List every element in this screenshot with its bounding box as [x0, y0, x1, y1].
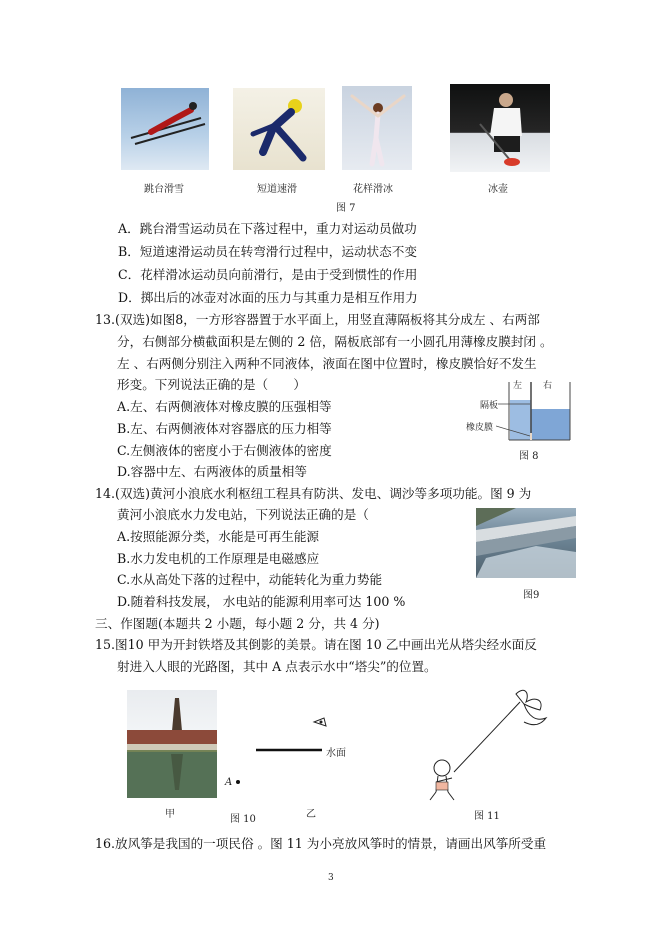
- q13-stem-line-4: 形变。下列说法正确的是（ ）: [117, 377, 306, 392]
- fig7-label-curling: 冰壶: [488, 184, 508, 195]
- q14-option-d: D.随着科技发展， 水电站的能源利用率可达 100 %: [117, 594, 406, 609]
- q14-option-b: B.水力发电机的工作原理是电磁感应: [117, 551, 320, 566]
- ski-jump-photo: [121, 88, 209, 170]
- q12-option-c: C．花样滑冰运动员向前滑行，是由于受到惯性的作用: [118, 267, 418, 282]
- hydropower-station-photo: [476, 508, 576, 578]
- section-3-heading: 三、作图题(本题共 2 小题，每小题 2 分，共 4 分): [95, 616, 380, 631]
- q14-stem-line-1: 14.(双选)黄河小浪底水利枢纽工程具有防洪、发电、调沙等多项功能。图 9 为: [95, 486, 532, 501]
- q13-option-b: B.左、右两侧液体对容器底的压力相等: [117, 421, 332, 436]
- fig10-water-surface-label: 水面: [326, 748, 346, 759]
- speed-skating-photo: [233, 88, 325, 170]
- fig7-label-figure-skating: 花样滑冰: [353, 184, 393, 195]
- q13-stem-line-1: 13.(双选)如图8，一方形容器置于水平面上，用竖直薄隔板将其分成左 、右两部: [95, 312, 540, 327]
- fig10-jia-label: 甲: [165, 809, 175, 820]
- q13-stem-line-2: 分，右侧部分横截面积是左侧的 2 倍，隔板底部有一小圆孔用薄橡皮膜封闭 。: [117, 334, 553, 349]
- fig7-label-short-track: 短道速滑: [257, 184, 297, 195]
- figure-skating-photo: [342, 86, 412, 170]
- q14-option-a: A.按照能源分类，水能是可再生能源: [117, 529, 320, 544]
- q12-option-a: A．跳台滑雪运动员在下落过程中，重力对运动员做功: [118, 221, 417, 236]
- fig9-caption: 图9: [523, 590, 540, 601]
- pagoda-figure: [127, 690, 217, 798]
- fig8-right-label: 右: [543, 381, 553, 391]
- dam-figure: [476, 508, 576, 578]
- curler-figure: [450, 84, 550, 172]
- iron-pagoda-photo: [127, 690, 217, 798]
- fig10-yi-label: 乙: [306, 809, 316, 820]
- fig10-point-a-label: A: [225, 777, 233, 788]
- ski-jumper-figure: [121, 88, 209, 170]
- fig8-partition-label: 隔板: [480, 401, 499, 411]
- q14-option-c: C.水从高处下落的过程中，动能转化为重力势能: [117, 572, 383, 587]
- figure-skater-figure: [342, 86, 412, 170]
- q14-stem-line-2: 黄河小浪底水力发电站，下列说法正确的是（: [117, 507, 369, 522]
- q15-stem-line-2: 射进入人眼的光路图，其中 A 点表示水中“塔尖”的位置。: [117, 659, 437, 674]
- q15-stem-line-1: 15.图10 甲为开封铁塔及其倒影的美景。请在图 10 乙中画出光从塔尖经水面反: [95, 637, 537, 652]
- q12-option-d: D．掷出后的冰壶对冰面的压力与其重力是相互作用力: [118, 290, 418, 305]
- page-number: 3: [328, 873, 334, 883]
- fig8-left-label: 左: [513, 381, 523, 391]
- q13-option-d: D.容器中左、右两液体的质量相等: [117, 464, 307, 479]
- fig11-caption: 图 11: [474, 811, 500, 822]
- q13-option-c: C.左侧液体的密度小于右侧液体的密度: [117, 443, 332, 458]
- q12-option-b: B．短道速滑运动员在转弯滑行过程中，运动状态不变: [118, 244, 417, 259]
- q13-option-a: A.左、右两侧液体对橡皮膜的压强相等: [117, 399, 332, 414]
- curling-photo: [450, 84, 550, 172]
- fig8-leader-lines: [496, 400, 536, 440]
- fig11-kite-diagram: [424, 686, 559, 802]
- fig7-caption: 图 7: [336, 203, 356, 214]
- q16-stem-line-1: 16.放风筝是我国的一项民俗 。图 11 为小亮放风筝时的情景，请画出风筝所受重: [95, 836, 547, 851]
- speed-skater-figure: [233, 88, 325, 170]
- q13-stem-line-3: 左 、右两侧分别注入两种不同液体，液面在图中位置时，橡皮膜恰好不发生: [117, 356, 537, 371]
- fig7-label-ski-jump: 跳台滑雪: [144, 184, 184, 195]
- fig10-caption: 图 10: [230, 814, 256, 825]
- fig8-caption: 图 8: [519, 451, 539, 462]
- fig8-membrane-label: 橡皮膜: [466, 423, 494, 433]
